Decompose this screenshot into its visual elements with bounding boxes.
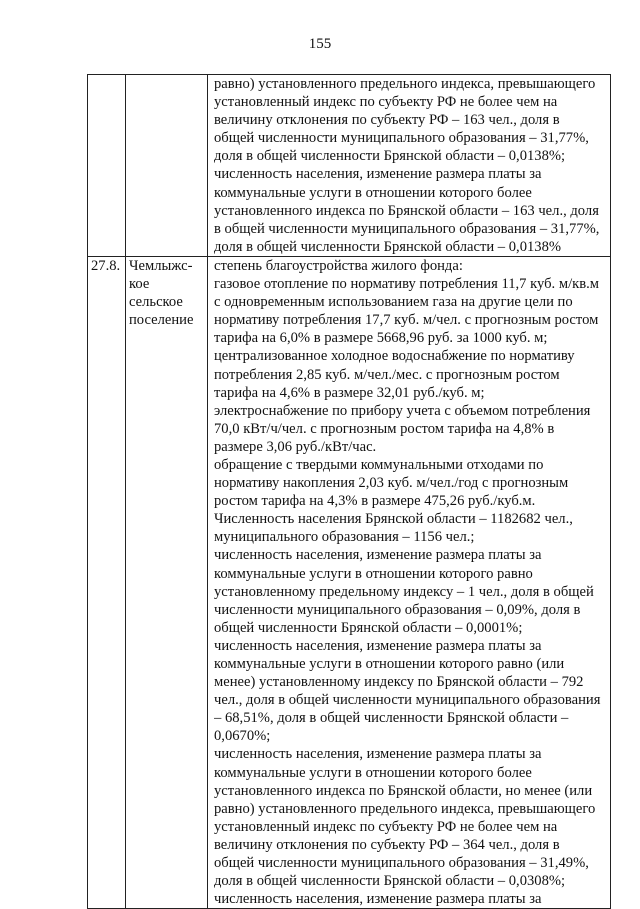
description-line: численность населения, изменение размера платы за bbox=[214, 746, 542, 763]
description-line: потребления 2,85 куб. м/чел./мес. с прогнозным ростом bbox=[214, 366, 560, 383]
description-line: газовое отопление по нормативу потребления 11,7 куб. м/кв.м bbox=[214, 276, 599, 293]
description-line: нормативу накопления 2,03 куб. м/чел./год с прогнозным bbox=[214, 475, 569, 492]
description-line: – 68,51%, доля в общей численности Брянской области – bbox=[214, 710, 569, 727]
description-line: численность населения, изменение размера платы за bbox=[214, 166, 542, 183]
description-cell bbox=[208, 256, 611, 908]
description-line: муниципального образования – 1156 чел.; bbox=[214, 529, 475, 546]
description-line: менее) установленному индексу по Брянской области – 792 bbox=[214, 674, 584, 691]
settlement-name-line: сельское bbox=[129, 294, 183, 311]
description-line: электроснабжение по прибору учета с объемом потребления bbox=[214, 402, 591, 419]
description-line: коммунальные услуги в отношении которого более bbox=[214, 764, 532, 781]
description-line: доля в общей численности Брянской области – 0,0138% bbox=[214, 238, 562, 255]
description-line: общей численности Брянской области – 0,0001%; bbox=[214, 619, 523, 636]
row-number-cell bbox=[88, 256, 126, 908]
description-line: численности муниципального образования – 0,09%, доля в bbox=[214, 601, 581, 618]
description-line: коммунальные услуги в отношении которого равно bbox=[214, 565, 533, 582]
settlement-name-cell bbox=[126, 75, 208, 257]
description-line: коммунальные услуги в отношении которого равно (или bbox=[214, 656, 565, 672]
row-number: 27.8. bbox=[91, 257, 121, 274]
description-line: обращение с твердыми коммунальными отходами по bbox=[214, 456, 544, 473]
settlement-name-line: Чемлыжс- bbox=[129, 257, 193, 274]
table-row bbox=[88, 75, 611, 257]
description-line: установленного индекса по Брянской области, но менее (или bbox=[214, 782, 593, 799]
description-line: размере 3,06 руб./кВт/час. bbox=[214, 438, 377, 455]
settlement-name-cell bbox=[126, 256, 208, 908]
document-table bbox=[87, 74, 611, 909]
description-line: с одновременным использованием газа на другие цели по bbox=[214, 294, 573, 311]
settlement-name-line: поселение bbox=[129, 312, 194, 329]
description-line: численность населения, изменение размера платы за bbox=[214, 637, 542, 654]
description-line: величину отклонения по субъекту РФ – 364 чел., доля в bbox=[214, 836, 560, 853]
description-line: общей численности муниципального образования – 31,49%, bbox=[214, 855, 589, 872]
description-line: 70,0 кВт/ч/чел. с прогнозным ростом тарифа на 4,8% в bbox=[214, 420, 555, 437]
description-line: ростом тарифа на 4,3% в размере 475,26 руб./куб.м. bbox=[214, 493, 536, 510]
description-line: установленный индекс по субъекту РФ не более чем на bbox=[214, 818, 558, 835]
description-line: в общей численности муниципального образования – 31,77%, bbox=[214, 220, 600, 237]
description-line: установленному предельному индексу – 1 чел., доля в общей bbox=[214, 583, 594, 600]
table-row bbox=[88, 256, 611, 908]
description-line: чел., доля в общей численности муниципального образования bbox=[214, 692, 601, 709]
description-line: общей численности муниципального образования – 31,77%, bbox=[214, 130, 589, 147]
description-line: централизованное холодное водоснабжение по нормативу bbox=[214, 348, 575, 365]
description-line: 0,0670%; bbox=[214, 728, 271, 745]
description-line: численность населения, изменение размера платы за bbox=[214, 891, 542, 908]
description-line: степень благоустройства жилого фонда: bbox=[214, 257, 463, 274]
description-line: коммунальные услуги в отношении которого более bbox=[214, 184, 532, 201]
description-line: численность населения, изменение размера платы за bbox=[214, 547, 542, 564]
description-line: доля в общей численности Брянской области – 0,0308%; bbox=[214, 873, 566, 890]
description-line: равно) установленного предельного индекса, превышающего bbox=[214, 76, 596, 92]
settlement-name-line: кое bbox=[129, 276, 150, 293]
description-line: установленного индекса по Брянской области – 163 чел., доля bbox=[214, 202, 599, 219]
description-line: тарифа на 4,6% в размере 32,01 руб./куб. м; bbox=[214, 384, 485, 401]
description-line: нормативу потребления 17,7 куб. м/чел. с прогнозным ростом bbox=[214, 312, 599, 329]
description-line: Численность населения Брянской области – 1182682 чел., bbox=[214, 511, 573, 528]
description-line: доля в общей численности Брянской области – 0,0138%; bbox=[214, 148, 566, 165]
description-cell bbox=[208, 75, 611, 257]
description-line: равно) установленного предельного индекса, превышающего bbox=[214, 800, 596, 817]
description-line: установленный индекс по субъекту РФ не более чем на bbox=[214, 94, 558, 111]
page-number: 155 bbox=[308, 36, 332, 52]
row-number-cell bbox=[88, 75, 126, 257]
description-line: тарифа на 6,0% в размере 5668,96 руб. за 1000 куб. м; bbox=[214, 330, 548, 347]
description-line: величину отклонения по субъекту РФ – 163 чел., доля в bbox=[214, 112, 560, 129]
